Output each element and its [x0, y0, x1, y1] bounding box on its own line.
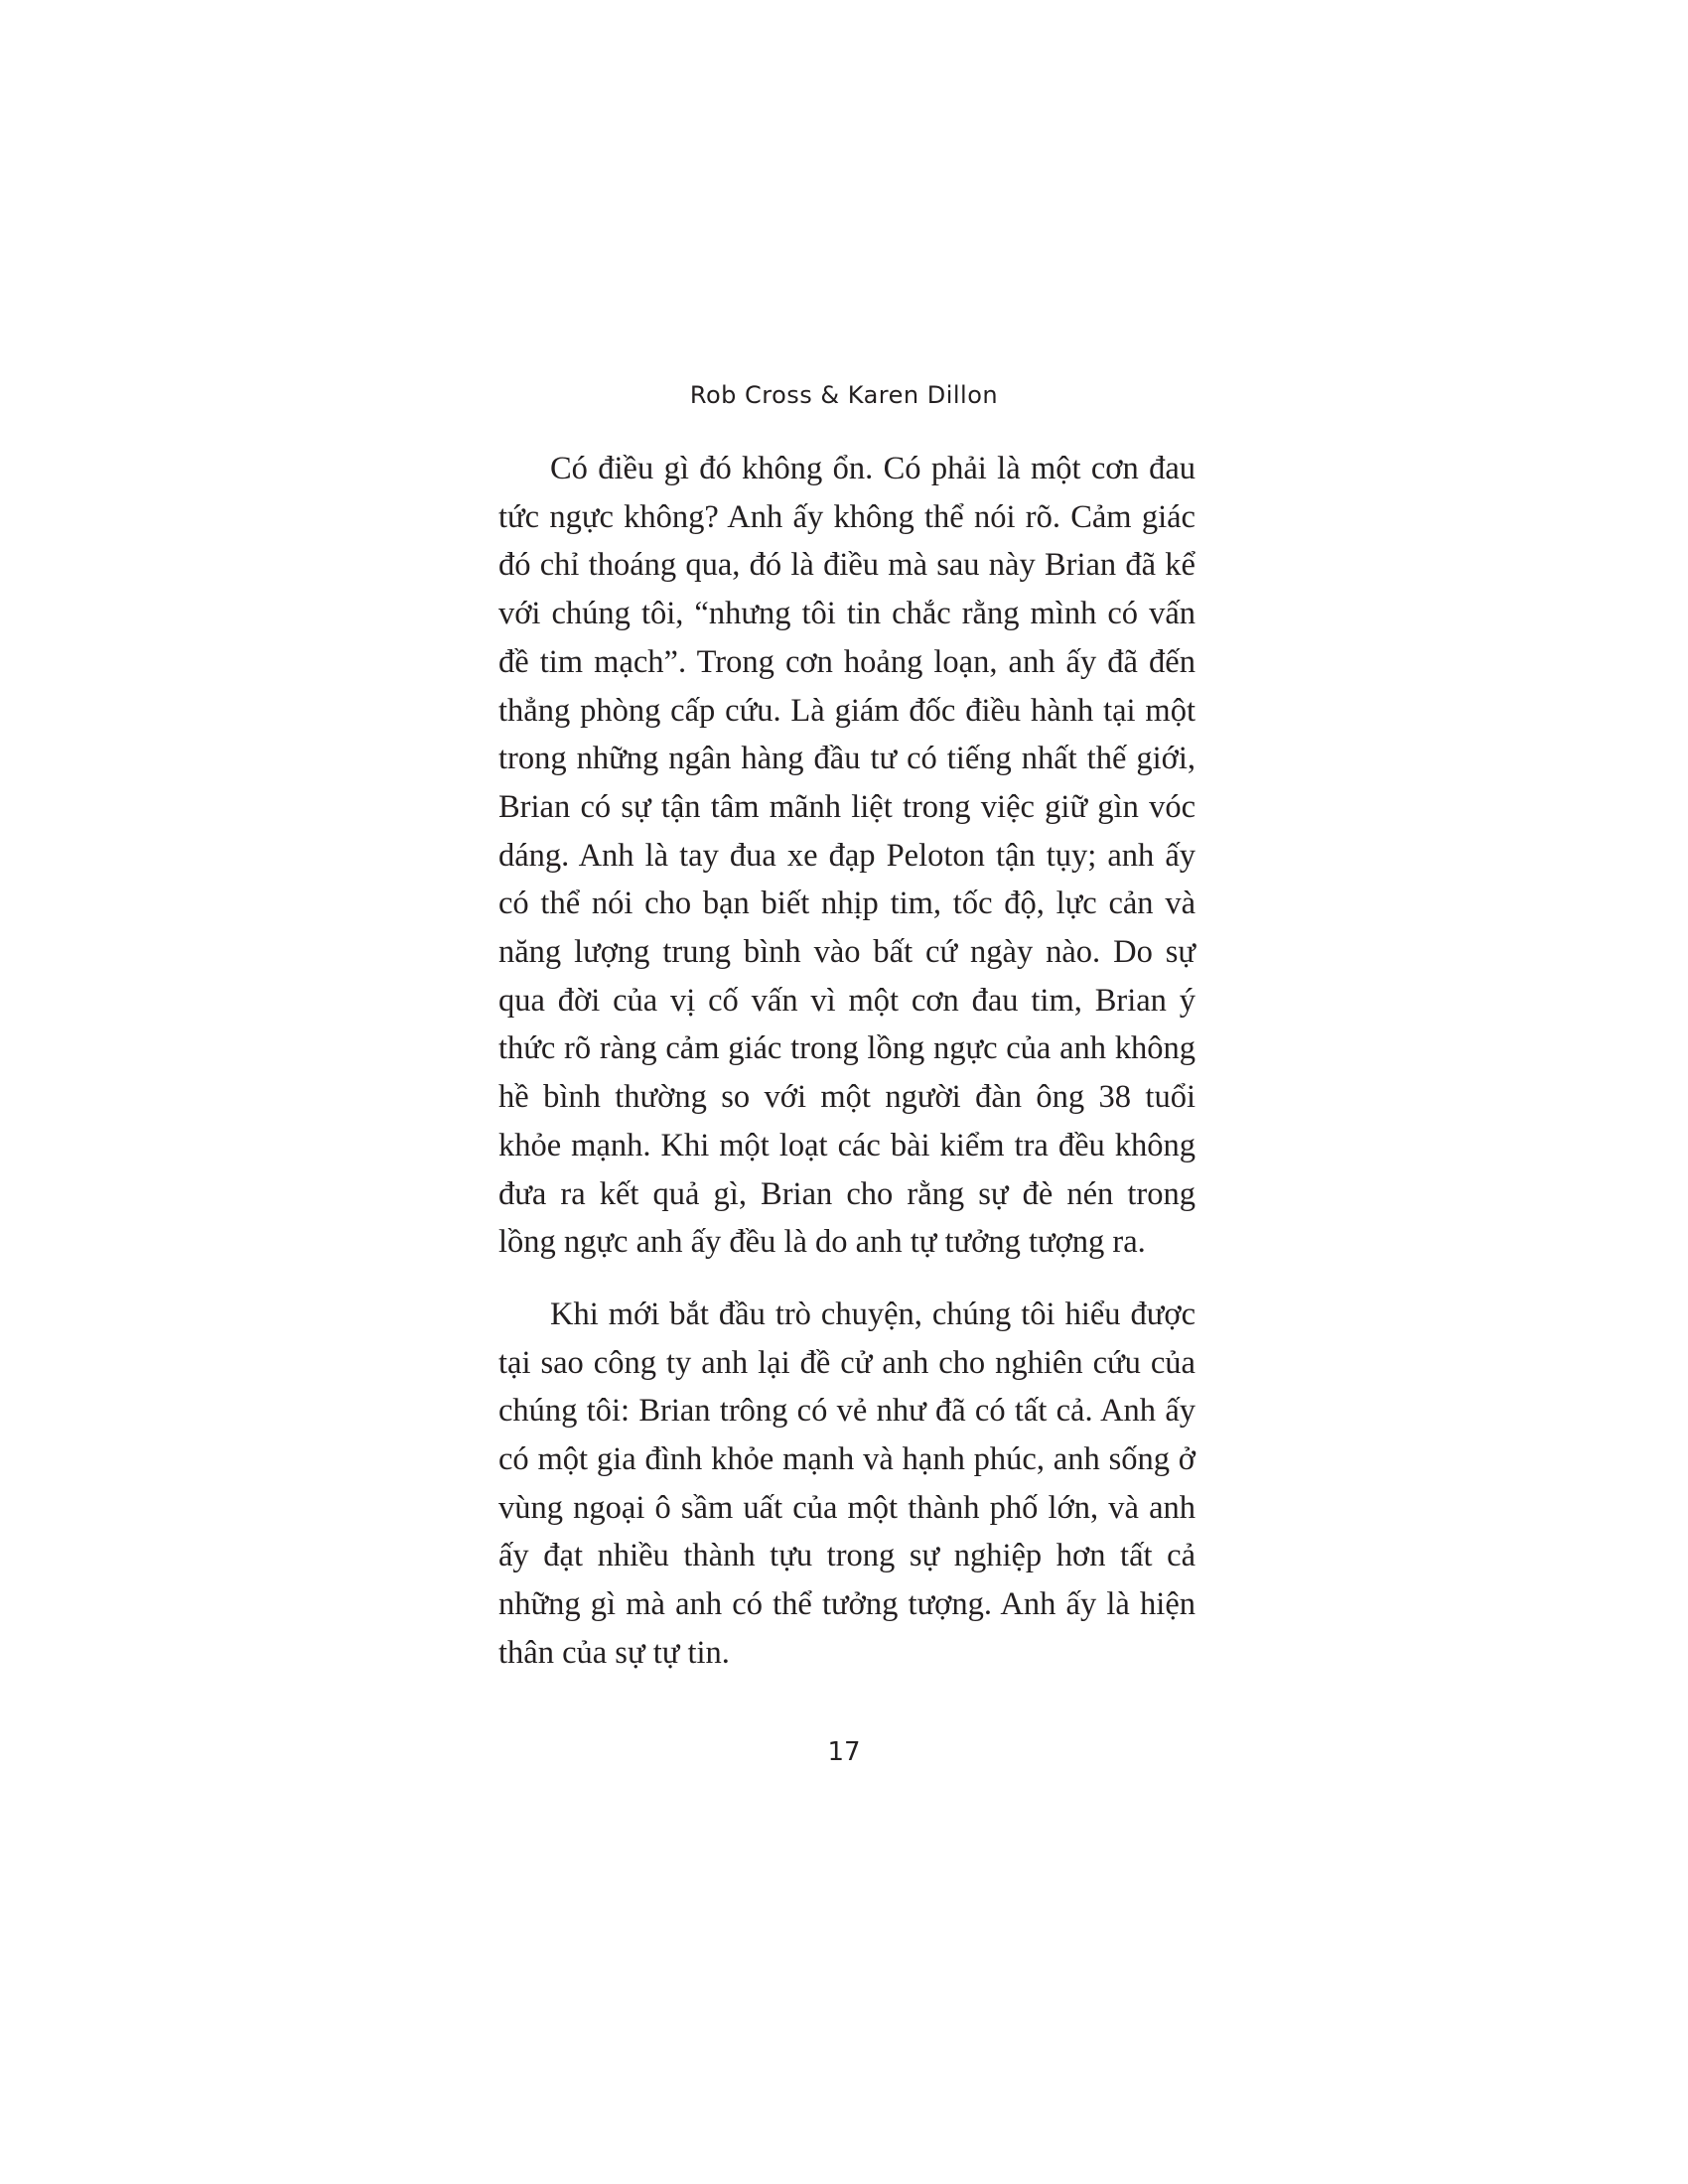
page-number: 17	[827, 1737, 861, 1767]
paragraph-2: Khi mới bắt đầu trò chuyện, chúng tôi hiểu được tại sao công ty anh lại đề cử anh cho nghiên cứu của chúng tôi: Brian trông có vẻ như đã có tất cả. Anh ấy có một gia đình khỏe mạnh và hạnh phúc, anh sống ở vùng ngoại ô sầm uất của một thành phố lớn, và anh ấy đạt nhiều thành tựu trong sự nghiệp hơn tất cả những gì mà anh có thể tưởng tượng. Anh ấy là hiện thân của sự tự tin.	[498, 1296, 1196, 1671]
body-text	[498, 445, 1196, 1678]
paragraph-1: Có điều gì đó không ổn. Có phải là một cơn đau tức ngực không? Anh ấy không thể nói rõ. Cảm giác đó chỉ thoáng qua, đó là điều mà sau này Brian đã kể với chúng tôi, “nhưng tôi tin chắc rằng mình có vấn đề tim mạch”. Trong cơn hoảng loạn, anh ấy đã đến thẳng phòng cấp cứu. Là giám đốc điều hành tại một trong những ngân hàng đầu tư có tiếng nhất thế giới, Brian có sự tận tâm mãnh liệt trong việc giữ gìn vóc dáng. Anh là tay đua xe đạp Peloton tận tụy; anh ấy có thể nói cho bạn biết nhịp tim, tốc độ, lực cản và năng lượng trung bình vào bất cứ ngày nào. Do sự qua đời của vị cố vấn vì một cơn đau tim, Brian ý thức rõ ràng cảm giác trong lồng ngực của anh không hề bình thường so với một người đàn ông 38 tuổi khỏe mạnh. Khi một loạt các bài kiểm tra đều không đưa ra kết quả gì, Brian cho rằng sự đè nén trong lồng ngực anh ấy đều là do anh tự tưởng tượng ra.	[498, 451, 1196, 1261]
running-head: Rob Cross & Karen Dillon	[689, 381, 999, 409]
